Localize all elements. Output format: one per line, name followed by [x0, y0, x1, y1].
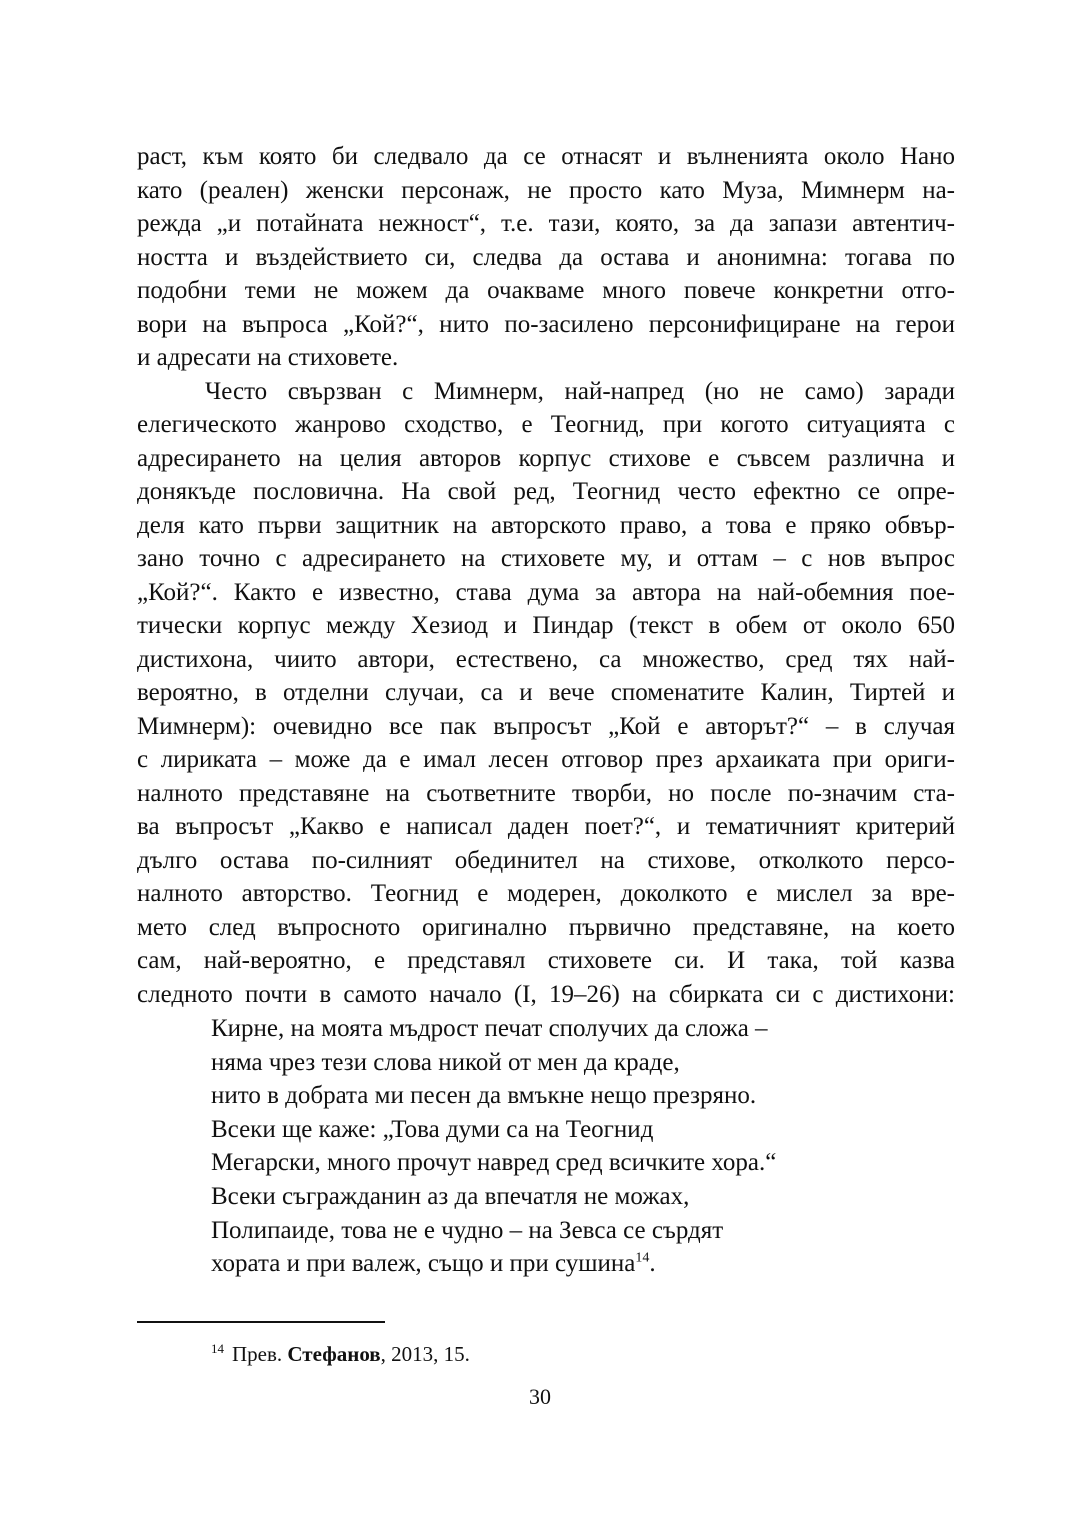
- text-line: мето след въпросното оригинално първично представяне, на което: [137, 913, 955, 941]
- verse-last-line: [211, 1247, 911, 1281]
- text-line: като (реален) женски персонаж, не просто като Муза, Мимнерм на-: [137, 176, 955, 204]
- verse-line-text: хората и при валеж, също и при сушина: [211, 1250, 636, 1278]
- text-line: „Кой?“. Както е известно, става дума за автора на най-обемния пое-: [137, 578, 955, 606]
- paragraph-start-line: Често свързван с Мимнерм, най-напред (но не само) заради: [205, 377, 955, 405]
- footnote-separator: [137, 1321, 385, 1323]
- verse-line: Всеки ще каже: „Това думи са на Теогнид: [211, 1115, 654, 1143]
- footnote-number: 14: [211, 1341, 224, 1356]
- text-line: тически корпус между Хезиод и Пиндар (текст в обем от около 650: [137, 612, 955, 639]
- verse-line: няма чрез тези слова никой от мен да краде,: [211, 1048, 680, 1076]
- main-text: [137, 140, 955, 1011]
- text-line: сам, най-вероятно, е представял стиховете си. И така, той казва: [137, 947, 955, 974]
- text-line: деля като първи защитник на авторското право, а това е пряко обвър-: [137, 511, 955, 539]
- text-line: дълго остава по-силният обединител на стихове, отколкото персо-: [137, 846, 955, 874]
- text-line: вори на въпроса „Кой?“, нито по-засилено персонифициране на герои: [137, 310, 955, 338]
- footnote: [211, 1340, 470, 1368]
- footnote-author: Стефанов: [287, 1342, 381, 1366]
- text-line: Мимнерм): очевидно все пак въпросът „Кой е авторът?“ – в случая: [137, 712, 955, 740]
- verse-line: нито в добрата ми песен да вмъкне нещо презряно.: [211, 1082, 757, 1110]
- verse-end-punct: .: [649, 1250, 656, 1278]
- text-line: налното авторство. Теогнид е модерен, доколкото е мислел за вре-: [137, 880, 955, 907]
- text-line: режда „и потайната нежност“, т.е. тази, която, за да запази автентич-: [137, 210, 955, 237]
- text-line: дистихона, чиито автори, естествено, са множество, сред тях най-: [137, 645, 955, 673]
- verse-line: Мегарски, много прочут навред сред всичките хора.“: [211, 1149, 777, 1177]
- footnote-prefix: Прев.: [232, 1342, 283, 1366]
- text-line: подобни теми не можем да очакваме много повече конкретни отго-: [137, 277, 955, 304]
- text-line: вероятно, в отделни случаи, са и вече споменатите Калин, Тиртей и: [137, 679, 955, 706]
- text-line: ва въпросът „Какво е написал даден поет?“, и тематичният критерий: [137, 813, 955, 840]
- text-line: раст, към която би следвало да се отнасят и вълненията около Нано: [137, 143, 955, 170]
- text-line: зано точно с адресирането на стиховете му, и оттам – с нов въпрос: [137, 545, 955, 572]
- text-line: ността и въздействието си, следва да остава и анонимна: тогава по: [137, 243, 955, 271]
- text-line: и адресати на стиховете.: [137, 344, 399, 371]
- footnote-citation: , 2013, 15.: [380, 1342, 470, 1366]
- verse-line: Всеки съгражданин аз да впечатля не можах,: [211, 1182, 690, 1210]
- verse-quote: [211, 1012, 911, 1281]
- text-line: елегическото жанрово сходство, е Теогнид, при когото ситуацията с: [137, 411, 955, 438]
- page-number: 30: [529, 1384, 551, 1409]
- text-line: донякъде пословична. На свой ред, Теогнид често ефектно се опре-: [137, 478, 955, 505]
- text-line: следното почти в самото начало (I, 19–26) на сбирката си с дистихони:: [137, 980, 955, 1008]
- footnote-reference[interactable]: 14: [635, 1250, 650, 1266]
- verse-line: Кирне, на моята мъдрост печат сполучих да сложа –: [211, 1015, 768, 1042]
- verse-line: Полипаиде, това не е чудно – на Зевса се сърдят: [211, 1216, 724, 1244]
- text-line: адресирането на целия авторов корпус стихове е съвсем различна и: [137, 444, 955, 472]
- text-line: налното представяне на съответните творби, но после по-значим ста-: [137, 779, 955, 807]
- text-line: с лириката – може да е имал лесен отговор през архаиката при ориги-: [137, 746, 955, 773]
